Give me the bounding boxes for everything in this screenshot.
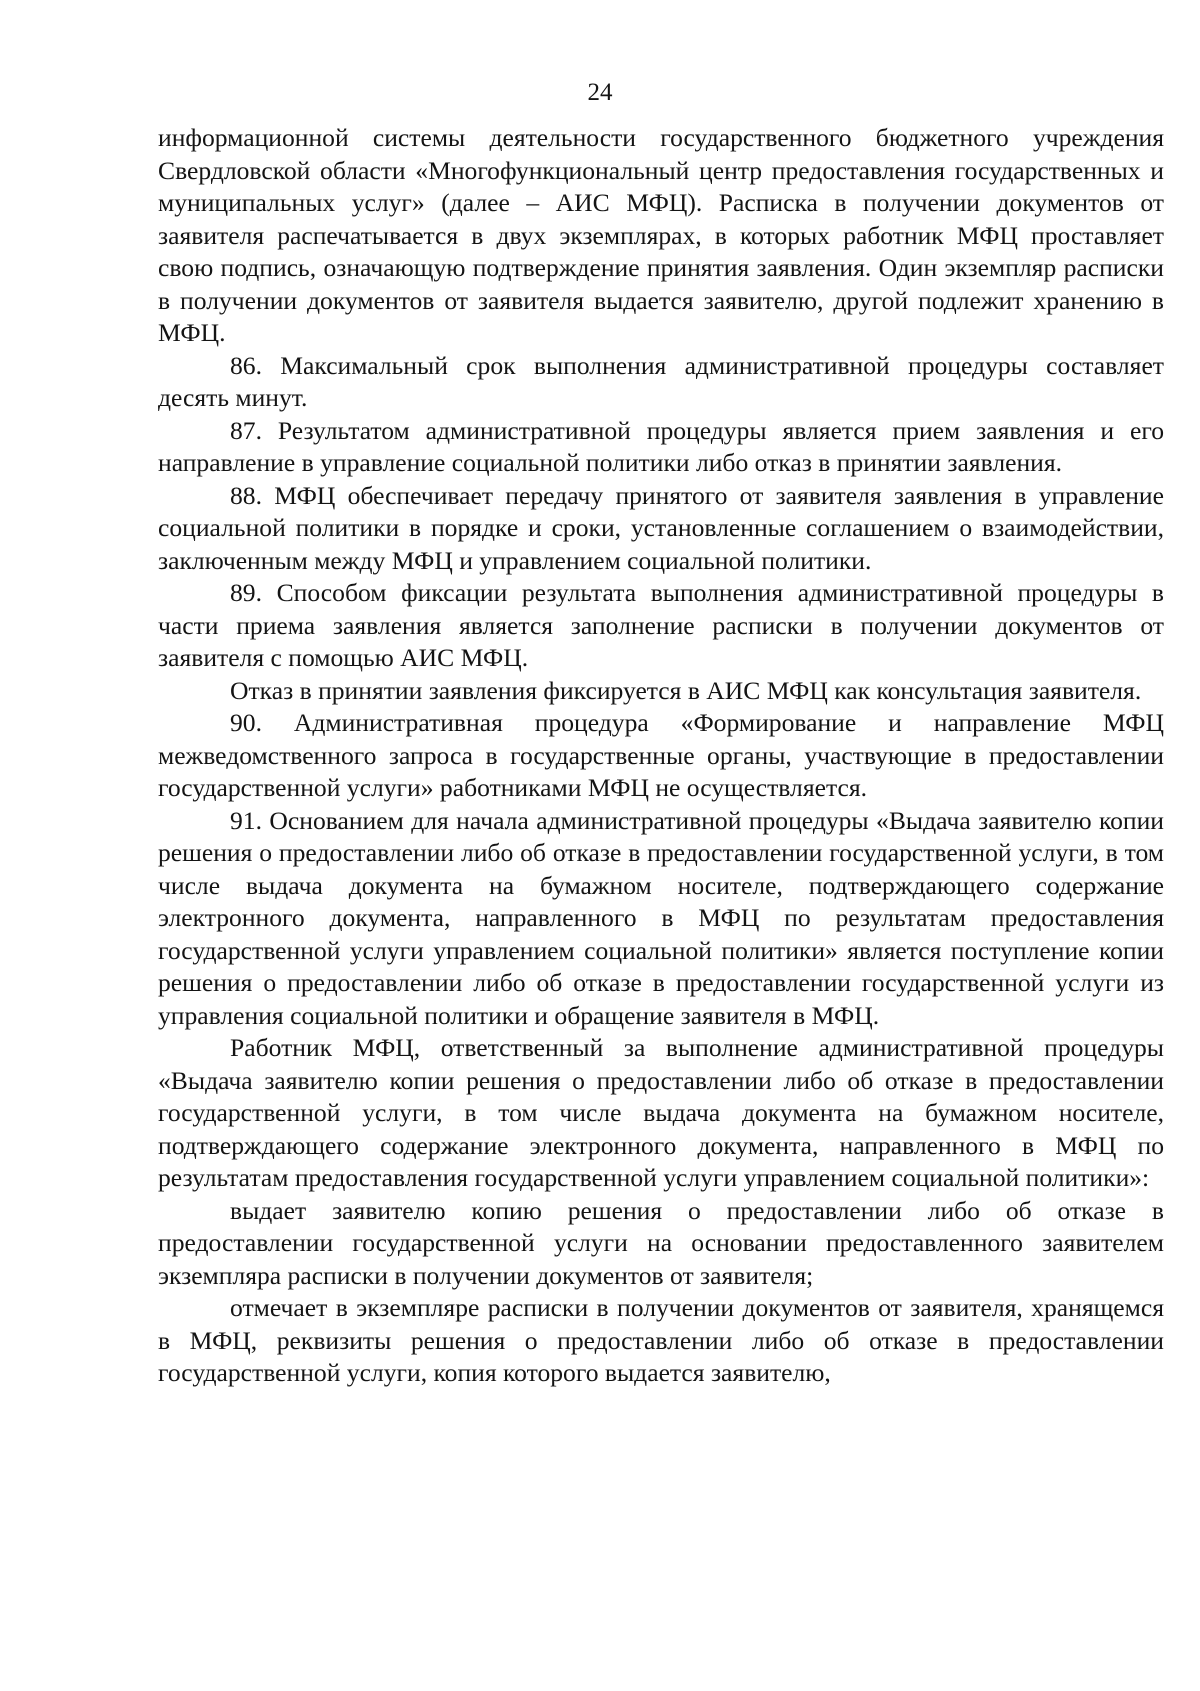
paragraph-86: 86. Максимальный срок выполнения административной процедуры составляет десять минут. [158, 350, 1164, 412]
paragraph-refusal-note: Отказ в принятии заявления фиксируется в АИС МФЦ как консультация заявителя. [230, 675, 1142, 705]
paragraph-worker-duties: Работник МФЦ, ответственный за выполнение административной процедуры «Выдача заявителю копии решения о предоставлении либо об отказе в предоставлении государственной услуги, в том числе выдача документа на бумажном носителе, подтверждающего содержание электронного документа, направленного в МФЦ по результатам предоставления государственной услуги управлением социальной политики»: [158, 1033, 1164, 1192]
paragraph-91: 91. Основанием для начала административной процедуры «Выдача заявителю копии решения о предоставлении либо об отказе в предоставлении государственной услуги, в том числе выдача документа на бумажном носителе, подтверждающего содержание электронного документа, направленного в МФЦ по результатам предоставления государственной услуги управлением социальной политики» является поступление копии решения о предоставлении либо об отказе в предоставлении государственной услуги из управления социальной политики и обращение заявителя в МФЦ. [158, 805, 1164, 1030]
paragraph-88: 88. МФЦ обеспечивает передачу принятого от заявителя заявления в управление социальной политики в порядке и сроки, установленные соглашением о взаимодействии, заключенным между МФЦ и управлением социальной политики. [158, 480, 1164, 575]
document-body [158, 122, 1164, 1390]
paragraph-marks-receipt: отмечает в экземпляре расписки в получении документов от заявителя, хранящемся в МФЦ, реквизиты решения о предоставлении либо об отказе в предоставлении государственной услуги, копия которого выдается заявителю, [158, 1293, 1164, 1387]
paragraph-continuation: информационной системы деятельности государственного бюджетного учреждения Свердловской области «Многофункциональный центр предоставления государственных и муниципальных услуг» (далее – АИС МФЦ). Расписка в получении документов от заявителя распечатывается в двух экземплярах, в которых работник МФЦ проставляет свою подпись, означающую подтверждение принятия заявления. Один экземпляр расписки в получении документов от заявителя выдается заявителю, другой подлежит хранению в МФЦ. [158, 123, 1164, 347]
paragraph-87: 87. Результатом административной процедуры является прием заявления и его направление в управление социальной политики либо отказ в принятии заявления. [158, 415, 1164, 477]
paragraph-issues-copy: выдает заявителю копию решения о предоставлении либо об отказе в предоставлении государственной услуги на основании предоставленного заявителем экземпляра расписки в получении документов от заявителя; [158, 1195, 1164, 1290]
paragraph-90: 90. Административная процедура «Формирование и направление МФЦ межведомственного запроса в государственные органы, участвующие в предоставлении государственной услуги» работниками МФЦ не осуществляется. [158, 708, 1164, 802]
page-number: 24 [587, 79, 613, 106]
paragraph-89: 89. Способом фиксации результата выполнения административной процедуры в части приема заявления является заполнение расписки в получении документов от заявителя с помощью АИС МФЦ. [158, 578, 1164, 672]
